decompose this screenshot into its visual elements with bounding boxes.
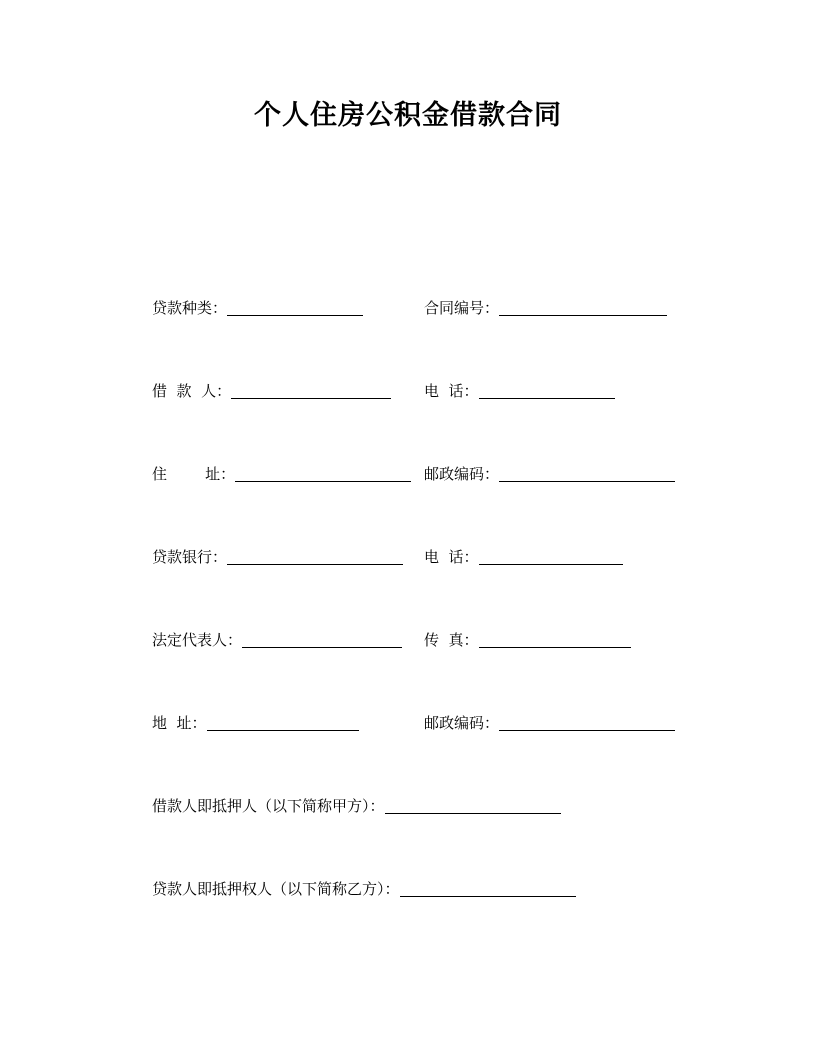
lending-bank-blank[interactable]	[227, 548, 403, 565]
loan-type-field	[152, 298, 363, 318]
fax-blank[interactable]	[479, 631, 631, 648]
legal-representative-blank[interactable]	[242, 631, 402, 648]
contract-number-blank[interactable]	[499, 299, 667, 316]
document-title: 个人住房公积金借款合同	[254, 100, 562, 131]
contract-number-field	[424, 298, 667, 318]
borrower-field	[152, 381, 391, 401]
bank-postcode-blank[interactable]	[499, 714, 675, 731]
fax-label: 传 真：	[424, 631, 479, 649]
bank-address-field	[152, 713, 359, 733]
contract-number-label: 合同编号：	[424, 299, 500, 317]
lending-bank-label: 贷款银行：	[152, 548, 228, 566]
borrower-postcode-field	[424, 464, 675, 484]
loan-type-label: 贷款种类：	[152, 299, 228, 317]
party-b-field	[152, 879, 576, 899]
lending-bank-field	[152, 547, 403, 567]
borrower-blank[interactable]	[231, 382, 391, 399]
borrower-label: 借 款 人：	[152, 382, 232, 400]
borrower-address-field	[152, 464, 411, 484]
borrower-phone-field	[424, 381, 615, 401]
bank-postcode-label: 邮政编码：	[424, 714, 500, 732]
borrower-address-label: 住 址：	[152, 465, 236, 483]
bank-address-blank[interactable]	[207, 714, 359, 731]
borrower-phone-blank[interactable]	[479, 382, 615, 399]
borrower-address-blank[interactable]	[235, 465, 411, 482]
bank-address-label: 地 址：	[152, 714, 207, 732]
fax-field	[424, 630, 631, 650]
borrower-phone-label: 电 话：	[424, 382, 479, 400]
legal-representative-field	[152, 630, 402, 650]
party-a-blank[interactable]	[385, 797, 561, 814]
bank-phone-blank[interactable]	[479, 548, 623, 565]
party-a-label: 借款人即抵押人（以下简称甲方）：	[152, 797, 385, 815]
bank-postcode-field	[424, 713, 675, 733]
bank-phone-label: 电 话：	[424, 548, 479, 566]
legal-representative-label: 法定代表人：	[152, 631, 243, 649]
loan-type-blank[interactable]	[227, 299, 363, 316]
bank-phone-field	[424, 547, 623, 567]
party-b-label: 贷款人即抵押权人（以下简称乙方）：	[152, 880, 400, 898]
party-a-field	[152, 796, 561, 816]
party-b-blank[interactable]	[400, 880, 576, 897]
borrower-postcode-label: 邮政编码：	[424, 465, 500, 483]
borrower-postcode-blank[interactable]	[499, 465, 675, 482]
